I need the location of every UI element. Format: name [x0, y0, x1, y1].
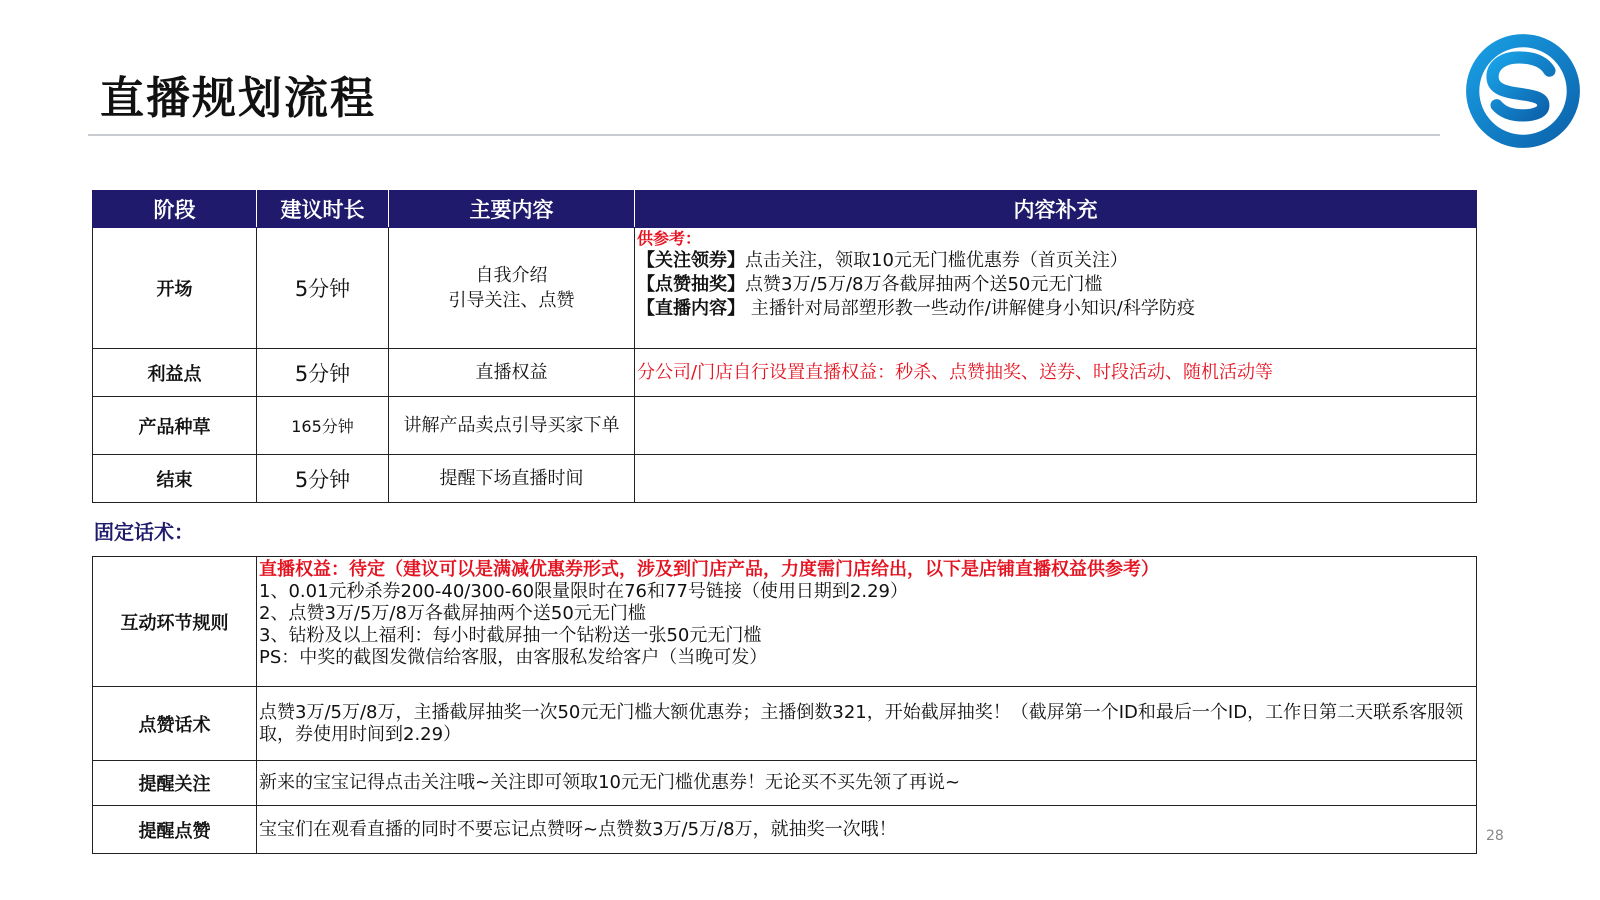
note-tag: 【关注领券】 — [637, 250, 745, 271]
table-row — [93, 397, 1477, 455]
main-content-line: 自我介绍 — [475, 265, 548, 286]
main-content-cell: 提醒下场直播时间 — [389, 455, 635, 503]
header-supplement: 内容补充 — [635, 191, 1477, 228]
script-label-cell: 提醒点赞 — [93, 806, 257, 854]
page-number: 28 — [1486, 828, 1504, 844]
supplement-cell: 分公司/门店自行设置直播权益：秒杀、点赞抽奖、送券、时段活动、随机活动等 — [635, 349, 1477, 397]
script-text-cell: 新来的宝宝记得点击关注哦~关注即可领取10元无门槛优惠券！无论买不买先领了再说~ — [257, 761, 1477, 806]
note-text: 点击关注，领取10元无门槛优惠券（首页关注） — [745, 250, 1128, 271]
script-label-cell: 互动环节规则 — [93, 557, 257, 687]
script-text-cell: 点赞3万/5万/8万，主播截屏抽奖一次50元无门槛大额优惠券；主播倒数321，开始截屏抽奖！（截屏第一个ID和最后一个ID，工作日第二天联系客服领取，券使用时间到2.29） — [257, 687, 1477, 761]
note-tag: 【点赞抽奖】 — [637, 274, 745, 295]
fixed-script-label: 固定话术： — [94, 520, 194, 544]
rights-highlight: 直播权益：待定（建议可以是满减优惠券形式，涉及到门店产品，力度需门店给出，以下是店铺直播权益供参考） — [259, 559, 1159, 580]
table-row — [93, 687, 1477, 761]
main-content-line: 引导关注、点赞 — [448, 290, 575, 311]
supplement-cell — [635, 228, 1477, 349]
duration-cell: 5分钟 — [257, 228, 389, 349]
note-text: 主播针对局部塑形教一些动作/讲解健身小知识/科学防疫 — [745, 298, 1195, 319]
main-content-cell: 讲解产品卖点引导买家下单 — [389, 397, 635, 455]
table-row — [93, 557, 1477, 687]
supplement-cell — [635, 455, 1477, 503]
table-row — [93, 455, 1477, 503]
header-main-content: 主要内容 — [389, 191, 635, 228]
main-content-cell: 直播权益 — [389, 349, 635, 397]
supplement-cell — [635, 397, 1477, 455]
fixed-script-table — [92, 556, 1477, 854]
rule-line: 1、0.01元秒杀券200-40/300-60限量限时在76和77号链接（使用日期到2.29） — [259, 581, 908, 602]
note-line — [637, 273, 1474, 297]
table-row — [93, 761, 1477, 806]
slide-title: 直播规划流程 — [100, 73, 376, 124]
table-row — [93, 228, 1477, 349]
note-tag: 【直播内容】 — [637, 298, 745, 319]
script-text-cell: 宝宝们在观看直播的同时不要忘记点赞呀~点赞数3万/5万/8万，就抽奖一次哦！ — [257, 806, 1477, 854]
stage-cell: 结束 — [93, 455, 257, 503]
reference-label: 供参考： — [637, 229, 702, 248]
script-text-cell — [257, 557, 1477, 687]
stage-cell: 利益点 — [93, 349, 257, 397]
rule-line: 2、点赞3万/5万/8万各截屏抽两个送50元无门槛 — [259, 603, 646, 624]
live-plan-table — [92, 190, 1477, 503]
script-label-cell: 提醒关注 — [93, 761, 257, 806]
duration-cell: 5分钟 — [257, 349, 389, 397]
rule-line: 3、钻粉及以上福利：每小时截屏抽一个钻粉送一张50元无门槛 — [259, 625, 762, 646]
note-line — [637, 297, 1474, 321]
header-duration: 建议时长 — [257, 191, 389, 228]
table-row — [93, 806, 1477, 854]
title-divider — [88, 134, 1440, 136]
duration-cell: 5分钟 — [257, 455, 389, 503]
stage-cell: 开场 — [93, 228, 257, 349]
stage-cell: 产品种草 — [93, 397, 257, 455]
table-row — [93, 349, 1477, 397]
main-content-cell — [389, 228, 635, 349]
s-logo-icon — [1462, 30, 1584, 152]
note-text: 点赞3万/5万/8万各截屏抽两个送50元无门槛 — [745, 274, 1103, 295]
rule-line: PS：中奖的截图发微信给客服，由客服私发给客户（当晚可发） — [259, 647, 768, 668]
header-stage: 阶段 — [93, 191, 257, 228]
note-line — [637, 249, 1474, 273]
table-header-row — [93, 191, 1477, 228]
script-label-cell: 点赞话术 — [93, 687, 257, 761]
duration-cell: 165分钟 — [257, 397, 389, 455]
